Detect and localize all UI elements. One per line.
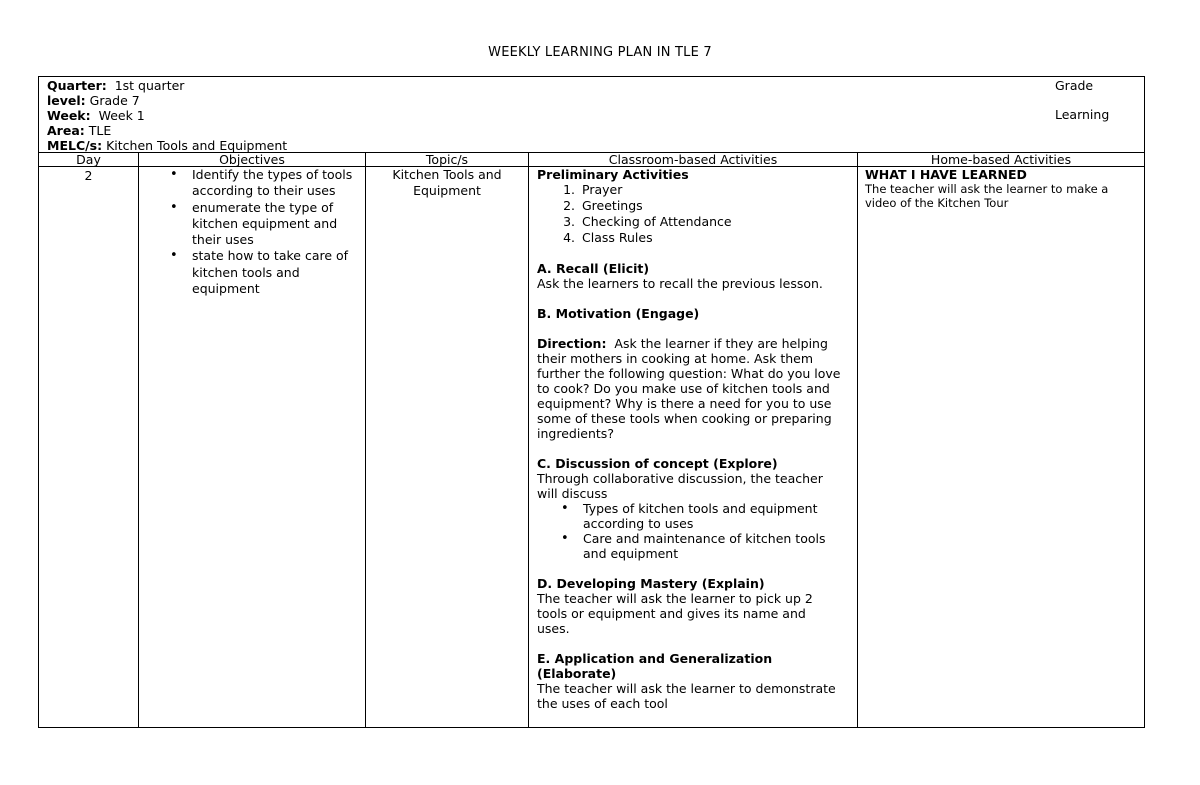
preliminary-list [537, 182, 855, 246]
home-activities-cell [865, 167, 1141, 210]
area-row [47, 123, 947, 138]
column-divider [857, 152, 858, 727]
discussion-heading: C. Discussion of concept (Explore) [537, 456, 778, 471]
topic-line: Equipment [413, 183, 481, 198]
preliminary-item: 4. Class Rules [563, 230, 653, 245]
recall-heading: A. Recall (Elicit) [537, 261, 650, 276]
level-row [47, 93, 947, 108]
preliminary-item: 1. Prayer [563, 182, 623, 197]
column-divider [528, 152, 529, 727]
column-header-topics: Topic/s [425, 152, 469, 167]
area-label: Area: [47, 123, 85, 138]
level-value: Grade 7 [89, 93, 140, 108]
discussion-text: Through collaborative discussion, the teacher will discuss [537, 471, 823, 501]
objective-item: • Identify the types of tools according to their uses [192, 167, 364, 200]
melc-row [47, 138, 947, 153]
direction-label: Direction: [537, 336, 607, 351]
weekly-plan-table [38, 76, 1145, 728]
column-header-objectives: Objectives [219, 152, 285, 167]
recall-text: Ask the learners to recall the previous lesson. [537, 276, 823, 291]
mastery-text: The teacher will ask the learner to pick up 2 tools or equipment and gives its name and uses. [537, 591, 813, 636]
preliminary-item: 2. Greetings [563, 198, 643, 213]
week-row [47, 108, 947, 123]
objective-item: • enumerate the type of kitchen equipment and their uses [192, 200, 364, 249]
preliminary-item: 3. Checking of Attendance [563, 214, 732, 229]
objectives-list [192, 167, 364, 297]
melc-label: MELC/s: [47, 138, 103, 153]
topic-line: Kitchen Tools and [392, 167, 502, 182]
objective-item: • state how to take care of kitchen tools and equipment [192, 248, 364, 297]
quarter-row [47, 78, 947, 93]
application-text: The teacher will ask the learner to demonstrate the uses of each tool [537, 681, 836, 711]
area-value: TLE [88, 123, 112, 138]
day-cell: 2 [84, 168, 93, 183]
column-divider [138, 152, 139, 727]
direction-paragraph: Direction: Ask the learner if they are helping their mothers in cooking at home. Ask them further the following question: What do you love to cook? Do you make use of kitchen tools and equipment? Why is there a need for you to use some of these tools when cooking or preparing ingredients? [537, 336, 841, 441]
application-heading: E. Application and Generalization (Elaborate) [537, 651, 773, 681]
home-text: The teacher will ask the learner to make a video of the Kitchen Tour [865, 182, 1109, 210]
column-header-day: Day [76, 152, 101, 167]
learning-label: Learning [1055, 107, 1110, 122]
week-label: Week: [47, 108, 91, 123]
topic-cell [366, 167, 528, 199]
discussion-list [537, 501, 855, 561]
column-header-home: Home-based Activities [930, 152, 1072, 167]
mastery-heading: D. Developing Mastery (Explain) [537, 576, 765, 591]
quarter-label: Quarter: [47, 78, 107, 93]
grade-label: Grade [1055, 78, 1094, 93]
column-header-classroom: Classroom-based Activities [608, 152, 778, 167]
level-label: level: [47, 93, 86, 108]
document-title: WEEKLY LEARNING PLAN IN TLE 7 [488, 45, 712, 60]
quarter-value: 1st quarter [114, 78, 185, 93]
preliminary-heading: Preliminary Activities [537, 167, 689, 182]
discussion-item: • Types of kitchen tools and equipment according to uses [583, 501, 855, 531]
discussion-item: • Care and maintenance of kitchen tools and equipment [583, 531, 855, 561]
melc-value: Kitchen Tools and Equipment [106, 138, 288, 153]
week-value: Week 1 [98, 108, 145, 123]
motivation-heading: B. Motivation (Engage) [537, 306, 700, 321]
classroom-activities-cell [537, 167, 855, 711]
column-divider [365, 152, 366, 727]
home-heading: WHAT I HAVE LEARNED [865, 167, 1027, 182]
plan-header-info [47, 78, 947, 153]
objectives-cell [192, 167, 364, 297]
